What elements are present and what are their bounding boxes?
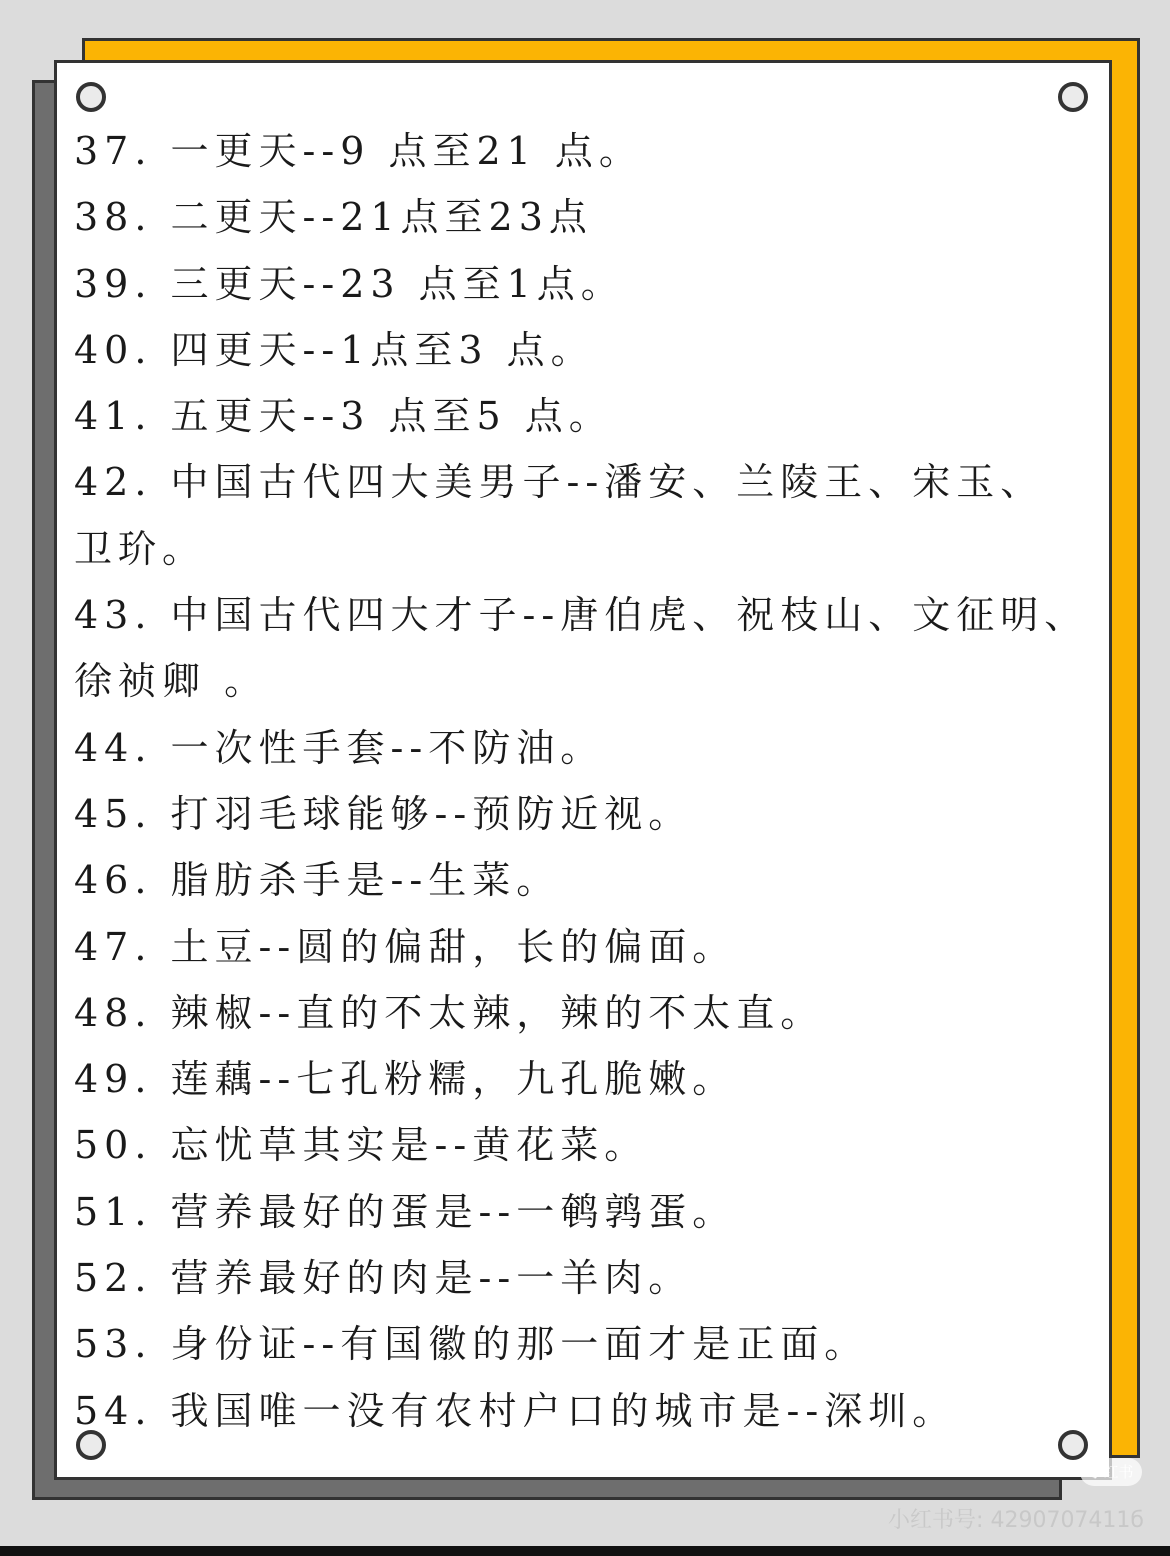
binder-ring-top-left bbox=[76, 82, 106, 112]
fact-line: 44. 一次性手套--不防油。 bbox=[74, 725, 605, 770]
fact-line: 卫玠。 bbox=[74, 526, 207, 571]
fact-list bbox=[74, 118, 1104, 1444]
watermark-id: 小红书号: 4290707411б bbox=[888, 1508, 1144, 1533]
fact-line: 徐祯卿 。 bbox=[74, 659, 269, 704]
binder-ring-top-right bbox=[1058, 82, 1088, 112]
fact-line: 51. 营养最好的蛋是--一鹌鹑蛋。 bbox=[74, 1189, 737, 1234]
fact-line: 39. 三更天--23 点至1点。 bbox=[74, 261, 625, 306]
fact-line: 54. 我国唯一没有农村户口的城市是--深圳。 bbox=[74, 1388, 957, 1433]
fact-line: 38. 二更天--21点至23点 bbox=[74, 195, 593, 240]
fact-line: 43. 中国古代四大才子--唐伯虎、祝枝山、文征明、 bbox=[74, 593, 1089, 638]
fact-line: 40. 四更天--1点至3 点。 bbox=[74, 327, 595, 372]
fact-line: 41. 五更天--3 点至5 点。 bbox=[74, 394, 613, 439]
fact-line: 47. 土豆--圆的偏甜，长的偏面。 bbox=[74, 924, 737, 969]
fact-line: 45. 打羽毛球能够--预防近视。 bbox=[74, 791, 693, 836]
fact-line: 42. 中国古代四大美男子--潘安、兰陵王、宋玉、 bbox=[74, 460, 1045, 505]
fact-line: 37. 一更天--9 点至21 点。 bbox=[74, 129, 643, 173]
fact-line: 48. 辣椒--直的不太辣，辣的不太直。 bbox=[74, 990, 825, 1035]
watermark-logo: 小红书 bbox=[1080, 1458, 1142, 1486]
fact-line: 52. 营养最好的肉是--一羊肉。 bbox=[74, 1256, 693, 1301]
bottom-bar bbox=[0, 1546, 1170, 1556]
fact-line: 49. 莲藕--七孔粉糯，九孔脆嫩。 bbox=[74, 1057, 737, 1102]
fact-line: 46. 脂肪杀手是--生菜。 bbox=[74, 858, 561, 903]
fact-line: 50. 忘忧草其实是--黄花菜。 bbox=[74, 1123, 649, 1168]
fact-line: 53. 身份证--有国徽的那一面才是正面。 bbox=[74, 1322, 869, 1367]
